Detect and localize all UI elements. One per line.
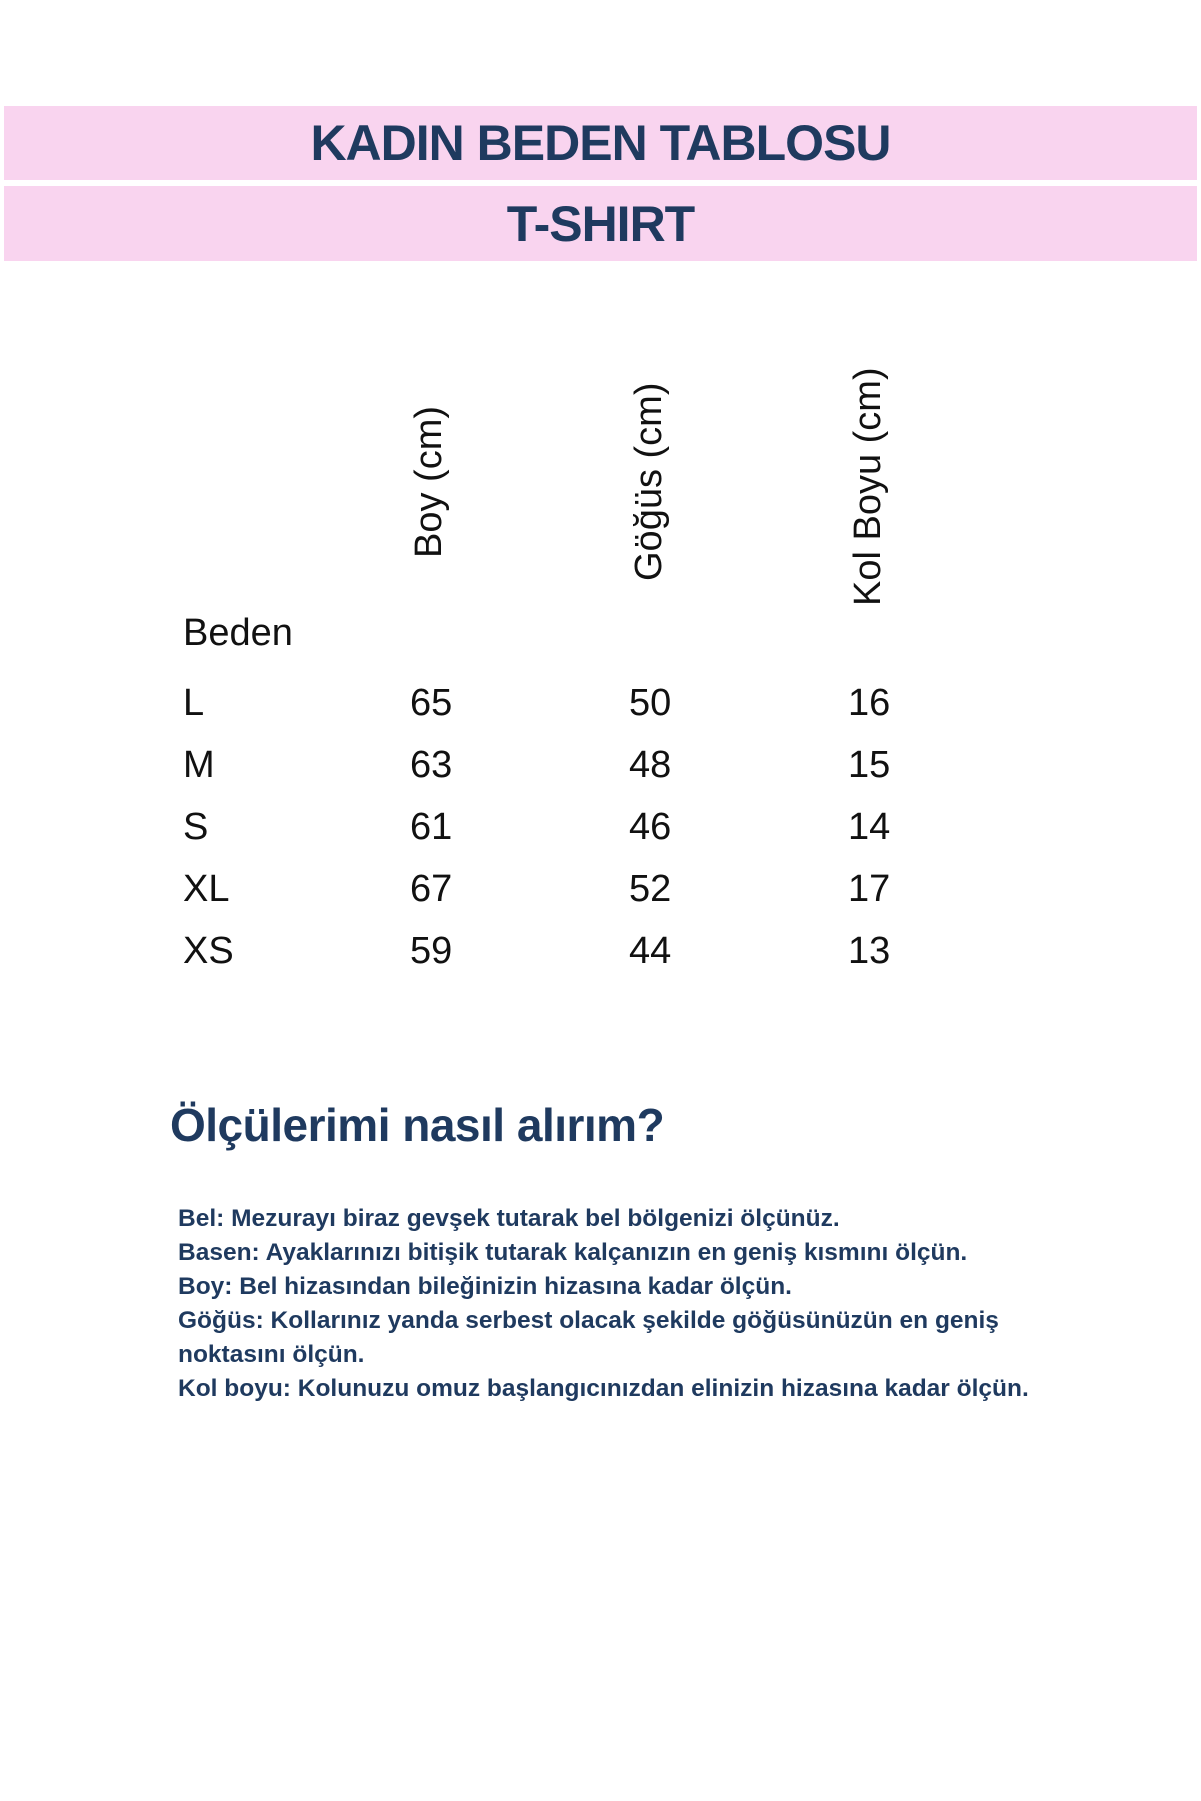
table-row — [183, 920, 943, 982]
column-header-boy: Boy (cm) — [408, 406, 450, 558]
title-banner — [4, 106, 1197, 180]
cell-kol-boyu: 17 — [848, 867, 891, 910]
column-header-beden: Beden — [183, 612, 293, 654]
cell-gogus: 44 — [629, 929, 672, 972]
cell-size: XL — [183, 867, 230, 910]
instruction-boy: Boy: Bel hizasından bileğinizin hizasına kadar ölçün. — [178, 1273, 792, 1300]
table-row — [183, 796, 943, 858]
page-subtitle: T-SHIRT — [506, 195, 695, 252]
table-row — [183, 672, 943, 734]
cell-size: S — [183, 805, 209, 848]
cell-boy: 61 — [410, 805, 453, 848]
cell-size: M — [183, 743, 215, 786]
table-row — [183, 734, 943, 796]
cell-size: XS — [183, 929, 234, 972]
instruction-bel: Bel: Mezurayı biraz gevşek tutarak bel bölgenizi ölçünüz. — [178, 1205, 840, 1232]
table-row — [183, 858, 943, 920]
cell-gogus: 50 — [629, 681, 672, 724]
cell-kol-boyu: 13 — [848, 929, 891, 972]
instruction-basen: Basen: Ayaklarınızı bitişik tutarak kalçanızın en geniş kısmını ölçün. — [178, 1239, 968, 1266]
measurement-guide-title: Ölçülerimi nasıl alırım? — [170, 1099, 665, 1151]
column-header-kol-boyu: Kol Boyu (cm) — [847, 367, 889, 606]
instruction-gogus: Göğüs: Kollarınız yanda serbest olacak şekilde göğüsünüzün en geniş — [178, 1307, 999, 1334]
measurement-instructions — [178, 1202, 1118, 1406]
column-header-gogus: Göğüs (cm) — [628, 382, 670, 581]
cell-boy: 63 — [410, 743, 453, 786]
cell-gogus: 52 — [629, 867, 672, 910]
cell-kol-boyu: 15 — [848, 743, 891, 786]
cell-size: L — [183, 681, 205, 724]
cell-gogus: 48 — [629, 743, 672, 786]
subtitle-banner — [4, 186, 1197, 261]
instruction-gogus-cont: noktasını ölçün. — [178, 1341, 365, 1368]
cell-boy: 67 — [410, 867, 453, 910]
instruction-kol-boyu: Kol boyu: Kolunuzu omuz başlangıcınızdan elinizin hizasına kadar ölçün. — [178, 1375, 1029, 1402]
cell-boy: 59 — [410, 929, 453, 972]
page-title: KADIN BEDEN TABLOSU — [310, 115, 891, 171]
cell-kol-boyu: 16 — [848, 681, 891, 724]
cell-boy: 65 — [410, 681, 453, 724]
cell-gogus: 46 — [629, 805, 672, 848]
size-table — [183, 672, 943, 982]
cell-kol-boyu: 14 — [848, 805, 891, 848]
